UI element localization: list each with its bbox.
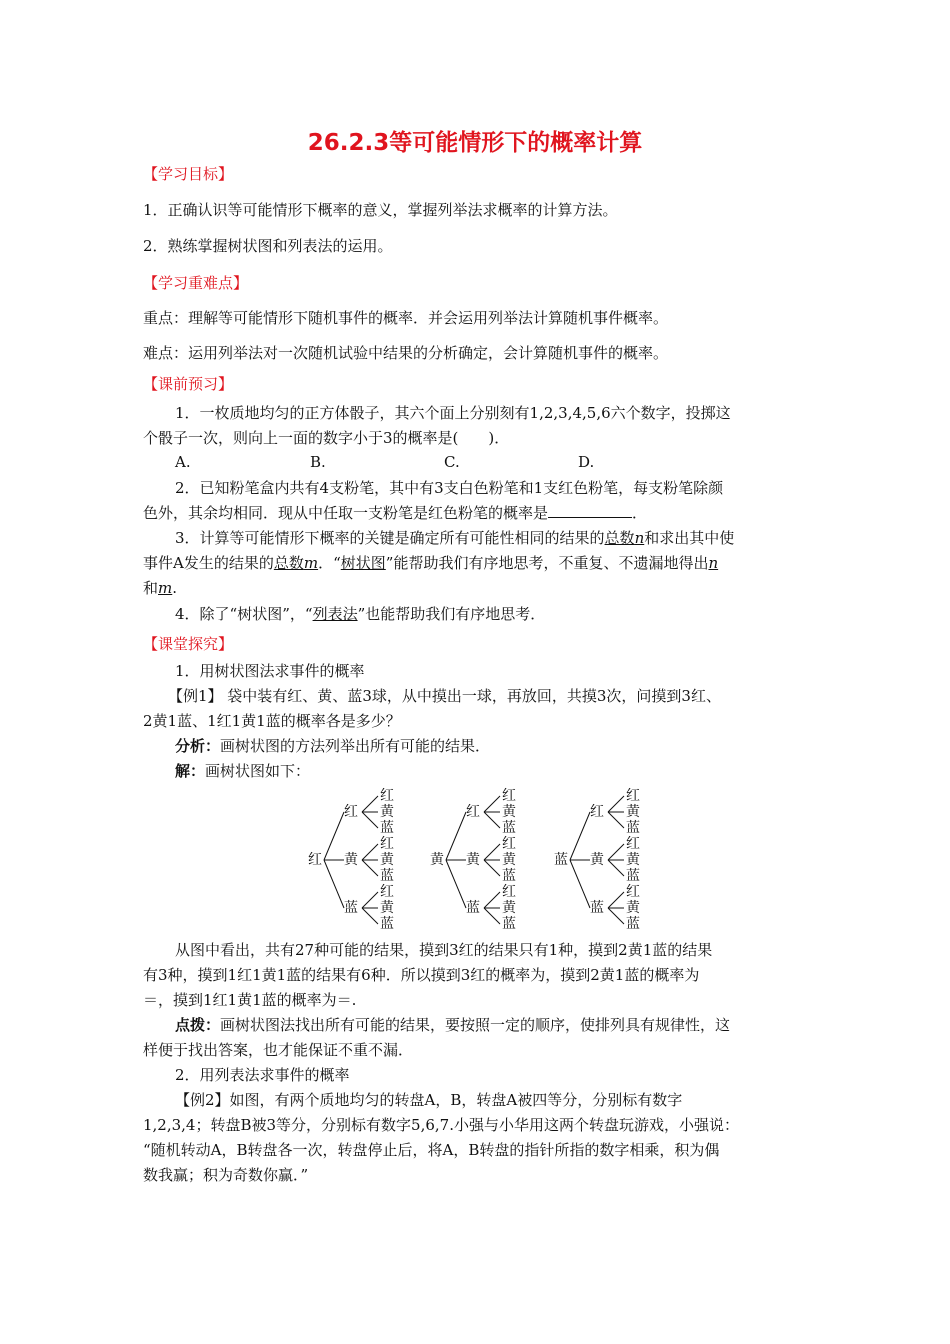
tree-leaf-node: 蓝 bbox=[626, 868, 640, 884]
tree-leaf-branch bbox=[484, 892, 500, 908]
tree-leaf-node: 黄 bbox=[380, 804, 394, 820]
page-title: 26.2.3等可能情形下的概率计算 bbox=[307, 130, 643, 156]
solution: 解：画树状图如下： bbox=[175, 762, 311, 780]
tree-level2-node: 红 bbox=[590, 804, 604, 820]
preview-q4: 4．除了“树状图”，“列表法”也能帮助我们有序地思考． bbox=[175, 605, 546, 623]
tree-leaf-branch bbox=[484, 908, 500, 924]
tree-leaf-branch bbox=[484, 860, 500, 876]
tip-line2: 样便于找出答案，也才能保证不重不漏． bbox=[143, 1041, 414, 1059]
tree-branch bbox=[446, 812, 466, 860]
tree-leaf-branch bbox=[608, 844, 624, 860]
section-key-points: 【学习重难点】 bbox=[143, 274, 249, 292]
tree-leaf-node: 黄 bbox=[626, 804, 640, 820]
example2-line2: 1,2,3,4；转盘B被3等分，分别标有数字5,6,7.小强与小华用这两个转盘玩游戏，小强说： bbox=[143, 1116, 739, 1134]
tip: 点拨：画树状图法找出所有可能的结果，要按照一定的顺序，使排列具有规律性，这 bbox=[175, 1016, 731, 1034]
tree-leaf-node: 蓝 bbox=[626, 916, 640, 932]
tree-branch bbox=[570, 812, 590, 860]
term-tree-diagram: 树状图 bbox=[340, 554, 386, 572]
example2-line1: 【例2】如图，有两个质地均匀的转盘A，B，转盘A被四等分，分别标有数字 bbox=[175, 1091, 683, 1109]
tree-leaf-branch bbox=[608, 860, 624, 876]
tree-leaf-node: 红 bbox=[626, 788, 640, 804]
tree-leaf-node: 红 bbox=[380, 788, 394, 804]
option-d: D. bbox=[578, 453, 595, 471]
result-line2: 有3种，摸到1红1黄1蓝的结果有6种．所以摸到3红的概率为，摸到2黄1蓝的概率为 bbox=[143, 966, 700, 984]
preview-q3-line1: 3．计算等可能情形下概率的关键是确定所有可能性相同的结果的总数n和求出其中使 bbox=[175, 529, 735, 547]
tree-level2-node: 红 bbox=[466, 804, 480, 820]
tree-leaf-node: 红 bbox=[502, 836, 516, 852]
tree-leaf-node: 黄 bbox=[380, 900, 394, 916]
analysis: 分析：画树状图的方法列举出所有可能的结果． bbox=[175, 737, 491, 755]
tree-diagram bbox=[300, 782, 660, 937]
tree-leaf-node: 蓝 bbox=[502, 820, 516, 836]
tree-level2-node: 黄 bbox=[590, 852, 604, 868]
tree-level2-node: 蓝 bbox=[344, 900, 358, 916]
tree-root-node: 红 bbox=[308, 852, 322, 868]
tree-level2-node: 红 bbox=[344, 804, 358, 820]
term-table-method: 列表法 bbox=[312, 605, 358, 623]
preview-q3-line2: 事件A发生的结果的总数m．“树状图”能帮助我们有序地思考，不重复、不遗漏地得出n bbox=[143, 554, 719, 572]
tree-leaf-node: 黄 bbox=[502, 804, 516, 820]
preview-q1-line2: 个骰子一次，则向上一面的数字小于3的概率是( )． bbox=[143, 429, 510, 447]
preview-q2-line1: 2．已知粉笔盒内共有4支粉笔，其中有3支白色粉笔和1支红色粉笔，每支粉笔除颜 bbox=[175, 479, 724, 497]
tree-leaf-node: 黄 bbox=[626, 852, 640, 868]
tree-leaf-branch bbox=[608, 812, 624, 828]
section-explore: 【课堂探究】 bbox=[143, 635, 234, 653]
tree-leaf-node: 蓝 bbox=[502, 916, 516, 932]
tree-branch bbox=[570, 860, 590, 908]
example2-line3: “随机转动A，B转盘各一次，转盘停止后，将A，B转盘的指针所指的数字相乘，积为偶 bbox=[143, 1141, 720, 1159]
key-point-focus: 重点：理解等可能情形下随机事件的概率．并会运用列举法计算随机事件概率。 bbox=[143, 309, 669, 327]
tree-root-node: 蓝 bbox=[554, 852, 568, 868]
tree-leaf-node: 红 bbox=[502, 884, 516, 900]
tree-leaf-node: 黄 bbox=[380, 852, 394, 868]
section-goals: 【学习目标】 bbox=[143, 165, 234, 183]
explore-sub1: 1．用树状图法求事件的概率 bbox=[175, 662, 365, 680]
tree-leaf-branch bbox=[362, 908, 378, 924]
section-preview: 【课前预习】 bbox=[143, 375, 234, 393]
tree-leaf-branch bbox=[484, 812, 500, 828]
tree-level2-node: 蓝 bbox=[590, 900, 604, 916]
tree-level2-node: 黄 bbox=[466, 852, 480, 868]
tree-leaf-branch bbox=[608, 908, 624, 924]
tree-leaf-node: 蓝 bbox=[380, 868, 394, 884]
tree-leaf-branch bbox=[484, 796, 500, 812]
tree-leaf-branch bbox=[608, 892, 624, 908]
var-n: n bbox=[708, 554, 719, 572]
tree-branch bbox=[446, 860, 466, 908]
tree-leaf-branch bbox=[362, 860, 378, 876]
preview-q1-line1: 1．一枚质地均匀的正方体骰子，其六个面上分别刻有1,2,3,4,5,6六个数字，投掷这 bbox=[175, 404, 731, 422]
tree-leaf-node: 蓝 bbox=[626, 820, 640, 836]
option-a: A. bbox=[175, 453, 191, 471]
tree-leaf-node: 红 bbox=[502, 788, 516, 804]
example1-line2: 2黄1蓝、1红1黄1蓝的概率各是多少？ bbox=[143, 712, 401, 730]
tree-root-node: 黄 bbox=[430, 852, 444, 868]
example2-line4: 数我赢；积为奇数你赢．” bbox=[143, 1166, 309, 1184]
option-b: B. bbox=[310, 453, 326, 471]
tree-leaf-branch bbox=[362, 892, 378, 908]
goal-2: 2．熟练掌握树状图和列表法的运用。 bbox=[143, 237, 393, 255]
tree-leaf-branch bbox=[362, 812, 378, 828]
var-m: m bbox=[158, 579, 173, 597]
answer-blank bbox=[548, 503, 632, 518]
preview-q2-line2: 色外，其余均相同．现从中任取一支粉笔是红色粉笔的概率是 ． bbox=[143, 504, 648, 522]
option-c: C. bbox=[444, 453, 460, 471]
tree-leaf-node: 红 bbox=[626, 836, 640, 852]
result-line3: ＝，摸到1红1黄1蓝的概率为＝. bbox=[143, 991, 357, 1009]
tree-leaf-branch bbox=[484, 844, 500, 860]
tree-leaf-node: 红 bbox=[380, 884, 394, 900]
tree-level2-node: 蓝 bbox=[466, 900, 480, 916]
tree-leaf-node: 黄 bbox=[502, 900, 516, 916]
tree-leaf-node: 黄 bbox=[502, 852, 516, 868]
result-line1: 从图中看出，共有27种可能的结果，摸到3红的结果只有1种，摸到2黄1蓝的结果 bbox=[175, 941, 713, 959]
tree-branch bbox=[324, 812, 344, 860]
tree-leaf-branch bbox=[362, 844, 378, 860]
tree-leaf-node: 蓝 bbox=[380, 820, 394, 836]
explore-sub2: 2．用列表法求事件的概率 bbox=[175, 1066, 350, 1084]
tree-branch bbox=[324, 860, 344, 908]
term-total-m: 总数m bbox=[273, 554, 319, 572]
tree-leaf-node: 红 bbox=[626, 884, 640, 900]
tree-leaf-node: 蓝 bbox=[502, 868, 516, 884]
goal-1: 1．正确认识等可能情形下概率的意义，掌握列举法求概率的计算方法。 bbox=[143, 201, 618, 219]
term-total-n: 总数n bbox=[604, 529, 645, 547]
key-point-difficulty: 难点：运用列举法对一次随机试验中结果的分析确定，会计算随机事件的概率。 bbox=[143, 344, 669, 362]
tree-leaf-branch bbox=[608, 796, 624, 812]
tree-leaf-node: 红 bbox=[380, 836, 394, 852]
tree-leaf-node: 蓝 bbox=[380, 916, 394, 932]
example1-line1: 【例1】 袋中装有红、黄、蓝3球，从中摸出一球，再放回，共摸3次，问摸到3红、 bbox=[168, 687, 721, 705]
tree-leaf-node: 黄 bbox=[626, 900, 640, 916]
tree-leaf-branch bbox=[362, 796, 378, 812]
preview-q3-line3: 和m. bbox=[143, 579, 178, 597]
tree-level2-node: 黄 bbox=[344, 852, 358, 868]
